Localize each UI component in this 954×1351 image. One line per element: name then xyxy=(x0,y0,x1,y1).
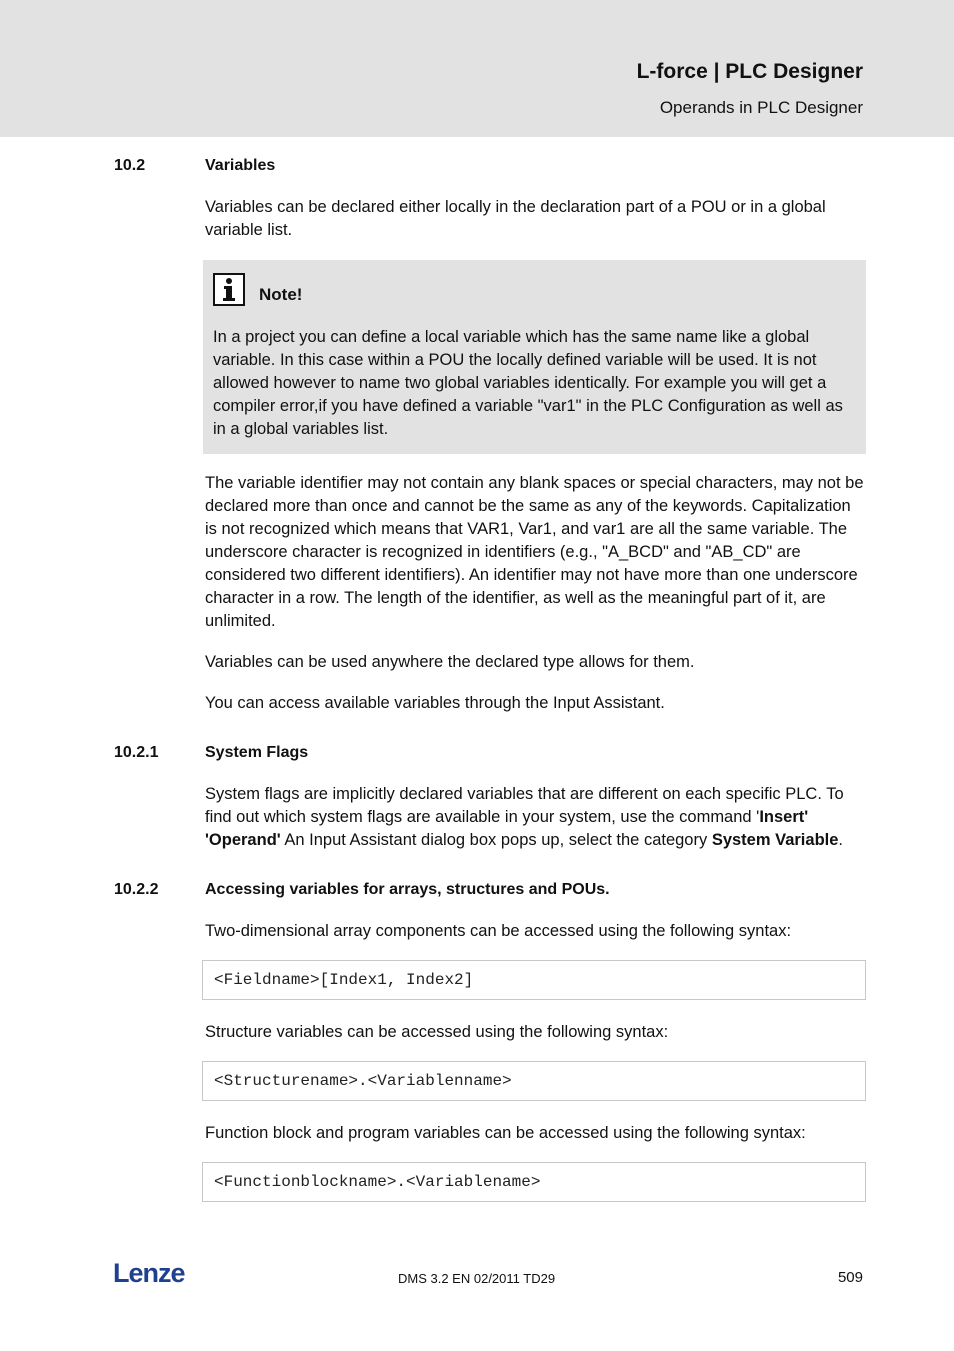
note-box xyxy=(203,260,866,454)
page-number: 509 xyxy=(837,1269,863,1286)
intro-paragraph: Variables can be declared either locally in the declaration part of a POU or in a global variable list. xyxy=(205,198,826,239)
command-name: Insert' 'Operand' xyxy=(205,808,809,849)
system-flags-text-3: . xyxy=(838,831,843,849)
note-text: In a project you can define a local variable which has the same name like a global variable. In this case within a POU the locally defined variable will be used. It is not allowed however to name two global variables identically. For example you will get a compiler error,if you have defined a variable "var1" in the PLC Configuration as well as in a global variables list. xyxy=(213,328,843,438)
header-subtitle: Operands in PLC Designer xyxy=(659,98,863,117)
lenze-logo: Lenze xyxy=(113,1258,185,1288)
section-number: 10.2 xyxy=(114,157,146,174)
header-title: L-force | PLC Designer xyxy=(636,60,863,83)
system-flags-text-1: System flags are implicitly declared variables that are different on each specific PLC. To find out which system flags are available in your system, use the command ' xyxy=(205,785,844,826)
section-title: Variables xyxy=(205,157,276,174)
code-block-struct: <Structurename>.<Variablenname> xyxy=(202,1061,866,1101)
note-title: Note! xyxy=(259,285,303,304)
page-header xyxy=(0,0,954,137)
code-block-array: <Fieldname>[Index1, Index2] xyxy=(202,960,866,1000)
document-id: DMS 3.2 EN 02/2011 TD29 xyxy=(398,1271,556,1286)
subsection-number: 10.2.1 xyxy=(114,744,159,761)
subsection-title: System Flags xyxy=(205,744,309,761)
fb-paragraph: Function block and program variables can be accessed using the following syntax: xyxy=(205,1124,806,1142)
info-icon xyxy=(213,273,245,306)
usage-paragraph: Variables can be used anywhere the declared type allows for them. xyxy=(205,653,695,671)
code-block-fb: <Functionblockname>.<Variablename> xyxy=(202,1162,866,1202)
category-name: System Variable xyxy=(711,831,839,849)
identifier-paragraph: The variable identifier may not contain any blank spaces or special characters, may not be declared more than once and cannot be the same as any of the keywords. Capitalization is not recognized which means that VAR1, Var1, and var1 are all the same variable. The underscore character is recognized in identifiers (e.g., "A_BCD" and "AB_CD" are considered two different identifiers). An identifier may not have more than one underscore character in a row. The length of the identifier, as well as the meaningful part of it, are unlimited. xyxy=(205,474,864,630)
subsection-title: Accessing variables for arrays, structures and POUs. xyxy=(205,881,610,898)
struct-paragraph: Structure variables can be accessed using the following syntax: xyxy=(205,1023,669,1041)
array-paragraph: Two-dimensional array components can be accessed using the following syntax: xyxy=(205,922,792,940)
subsection-number: 10.2.2 xyxy=(114,881,159,898)
system-flags-text-2: An Input Assistant dialog box pops up, select the category xyxy=(280,831,712,849)
system-flags-paragraph xyxy=(205,783,865,852)
access-paragraph: You can access available variables through the Input Assistant. xyxy=(205,694,665,712)
